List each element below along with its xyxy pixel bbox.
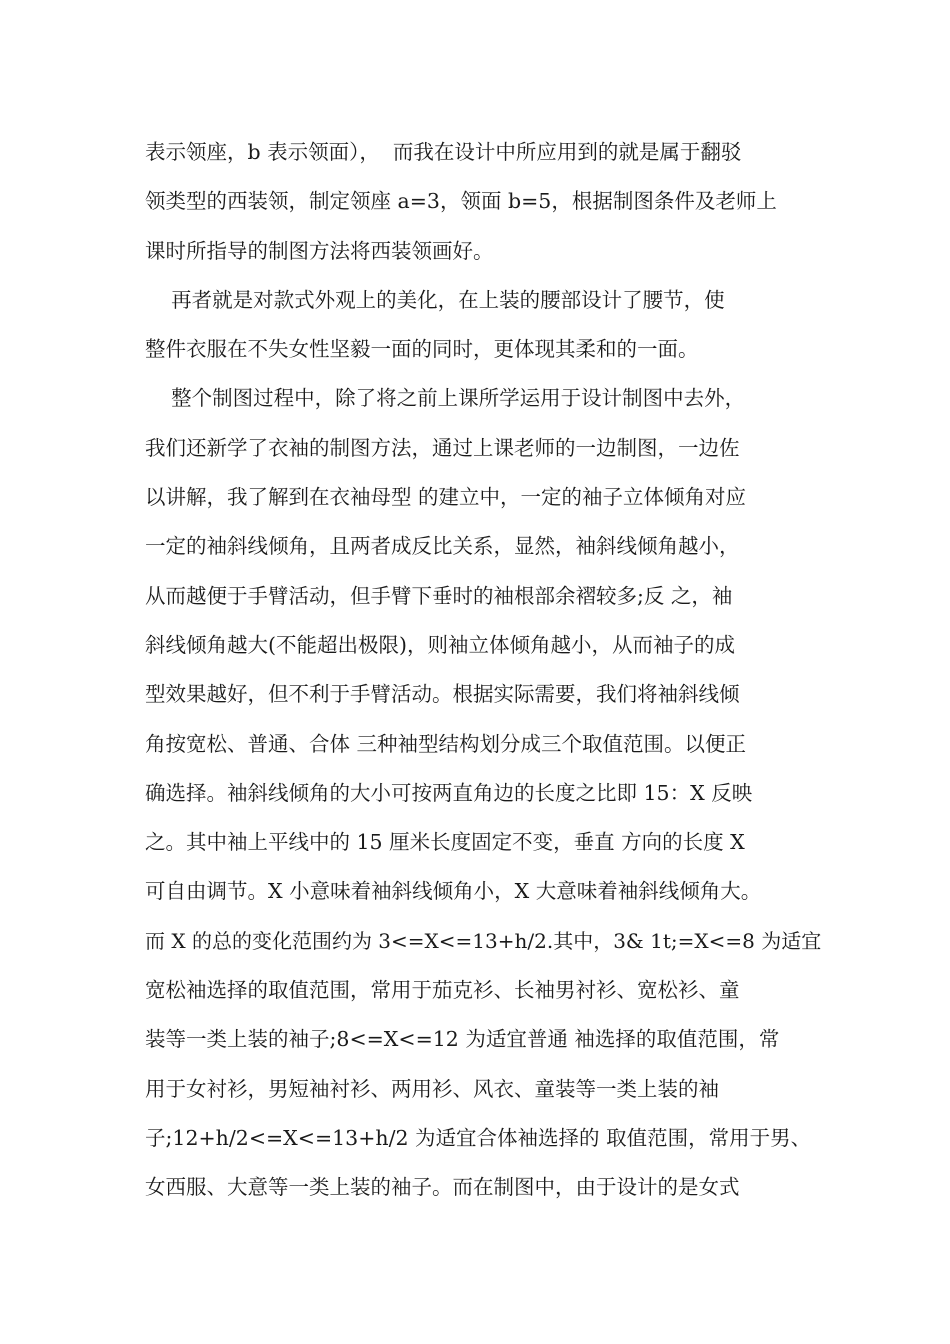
text-line: 型效果越好，但不利于手臂活动。根据实际需要，我们将袖斜线倾 xyxy=(145,682,740,707)
text-line: 角按宽松、普通、合体 三种袖型结构划分成三个取值范围。以便正 xyxy=(145,731,747,756)
text-line: 斜线倾角越大(不能超出极限)，则袖立体倾角越小，从而袖子的成 xyxy=(145,632,735,657)
text-line: 之。其中袖上平线中的 15 厘米长度固定不变，垂直 方向的长度 X xyxy=(145,830,745,855)
text-line: 再者就是对款式外观上的美化，在上装的腰部设计了腰节，使 xyxy=(145,287,725,312)
text-line: 可自由调节。X 小意味着袖斜线倾角小，X 大意味着袖斜线倾角大。 xyxy=(145,879,762,904)
text-line: 表示领座，b 表示领面）， 而我在设计中所应用到的就是属于翻驳 xyxy=(145,140,742,164)
text-line: 确选择。袖斜线倾角的大小可按两直角边的长度之比即 15：X 反映 xyxy=(145,780,753,805)
text-line: 整个制图过程中，除了将之前上课所学运用于设计制图中去外， xyxy=(145,386,746,411)
text-line: 以讲解，我了解到在衣袖母型 的建立中，一定的袖子立体倾角对应 xyxy=(145,485,747,510)
text-line: 装等一类上装的袖子;8<=X<=12 为适宜普通 袖选择的取值范围，常 xyxy=(145,1027,780,1052)
text-line: 整件衣服在不失女性坚毅一面的同时，更体现其柔和的一面。 xyxy=(145,337,699,362)
text-line: 我们还新学了衣袖的制图方法，通过上课老师的一边制图，一边佐 xyxy=(145,435,740,460)
text-line: 一定的袖斜线倾角，且两者成反比关系，显然，袖斜线倾角越小， xyxy=(145,534,740,559)
text-line: 宽松袖选择的取值范围，常用于茄克衫、长袖男衬衫、宽松衫、童 xyxy=(145,978,740,1003)
document-body xyxy=(145,132,825,1217)
text-line: 女西服、大意等一类上装的袖子。而在制图中，由于设计的是女式 xyxy=(145,1175,740,1200)
text-line: 从而越便于手臂活动，但手臂下垂时的袖根部余褶较多;反 之，袖 xyxy=(145,583,733,608)
text-line: 领类型的西装领，制定领座 a=3，领面 b=5，根据制图条件及老师上 xyxy=(145,189,777,214)
text-line: 而 X 的总的变化范围约为 3<=X<=13+h/2.其中，3& 1t;=X<=8 为适宜 xyxy=(145,928,822,953)
text-line: 子;12+h/2<=X<=13+h/2 为适宜合体袖选择的 取值范围，常用于男、 xyxy=(145,1125,812,1150)
text-line: 用于女衬衫，男短袖衬衫、两用衫、风衣、童装等一类上装的袖 xyxy=(145,1076,719,1101)
text-line: 课时所指导的制图方法将西装领画好。 xyxy=(145,238,494,263)
